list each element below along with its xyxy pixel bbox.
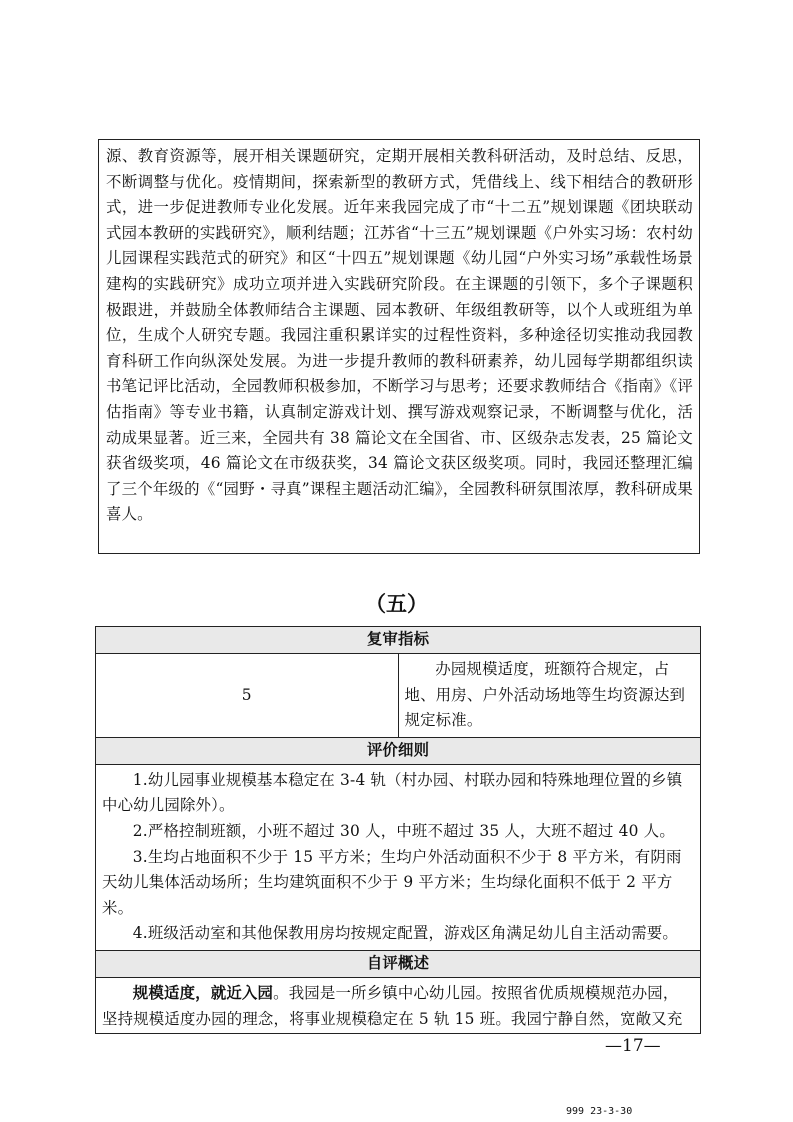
- indicator-text: 办园规模适度，班额符合规定，占地、用房、户外活动场地等生均资源达到规定标准。: [398, 654, 701, 738]
- page-number: —17—: [605, 1036, 661, 1056]
- print-code: 999 23-3-30: [566, 1106, 633, 1117]
- section-title: （五）: [365, 591, 428, 616]
- criteria-item: 2.严格控制班额，小班不超过 30 人，中班不超过 35 人，大班不超过 40 人。: [132, 821, 675, 840]
- indicator-header: 复审指标: [96, 627, 701, 654]
- self-eval-lead: 规模适度，就近入园: [132, 983, 274, 1002]
- criteria-list: [96, 764, 701, 950]
- review-table: [95, 626, 701, 1034]
- criteria-item: 4.班级活动室和其他保教用房均按规定配置，游戏区角满足幼儿自主活动需要。: [132, 924, 678, 943]
- self-eval-body: [96, 977, 701, 1033]
- criteria-header: 评价细则: [96, 737, 701, 764]
- criteria-item: 1.幼儿园事业规模基本稳定在 3-4 轨（村办园、村联办园和特殊地理位置的乡镇中心幼儿园除外）。: [102, 770, 683, 815]
- top-paragraph: 源、教育资源等，展开相关课题研究，定期开展相关教科研活动，及时总结、反思，不断调整与优化。疫情期间，探索新型的教研方式，凭借线上、线下相结合的教研形式，进一步促进教师专业化发展。近年来我园完成了市“十二五”规划课题《团块联动式园本教研的实践研究》，顺利结题；江苏省“十三五”规划课题《户外实习场：农村幼儿园课程实践范式的研究》和区“十四五”规划课题《幼儿园“户外实习场”承载性场景建构的实践研究》成功立项并进入实践研究阶段。在主课题的引领下，多个子课题积极跟进，并鼓励全体教师结合主课题、园本教研、年级组教研等，以个人或班组为单位，生成个人研究专题。我园注重积累详实的过程性资料，多种途径切实推动我园教育科研工作向纵深处发展。为进一步提升教师的教科研素养，幼儿园每学期都组织读书笔记评比活动，全园教师积极参加，不断学习与思考；还要求教师结合《指南》《评估指南》等专业书籍，认真制定游戏计划、撰写游戏观察记录，不断调整与优化，活动成果显著。近三来，全园共有 38 篇论文在全国省、市、区级杂志发表，25 篇论文获省级奖项，46 篇论文在市级获奖，34 篇论文获区级奖项。同时，我园还整理汇编了三个年级的《“园野・寻真”课程主题活动汇编》，全园教科研氛围浓厚，教科研成果喜人。: [106, 147, 693, 524]
- indicator-number: 5: [96, 654, 399, 738]
- criteria-item: 3.生均占地面积不少于 15 平方米；生均户外活动面积不少于 8 平方米，有阴雨天幼儿集体活动场所；生均建筑面积不少于 9 平方米；生均绿化面积不低于 2 平方米。: [102, 847, 682, 917]
- continued-text-box: [98, 139, 700, 554]
- self-eval-header: 自评概述: [96, 950, 701, 977]
- self-eval-text: 。我园是一所乡镇中心幼儿园。按照省优质规模规范办园，坚持规模适度办园的理念，将事业规模稳定在 5 轨 15 班。我园宁静自然，宽敞又充: [102, 983, 683, 1028]
